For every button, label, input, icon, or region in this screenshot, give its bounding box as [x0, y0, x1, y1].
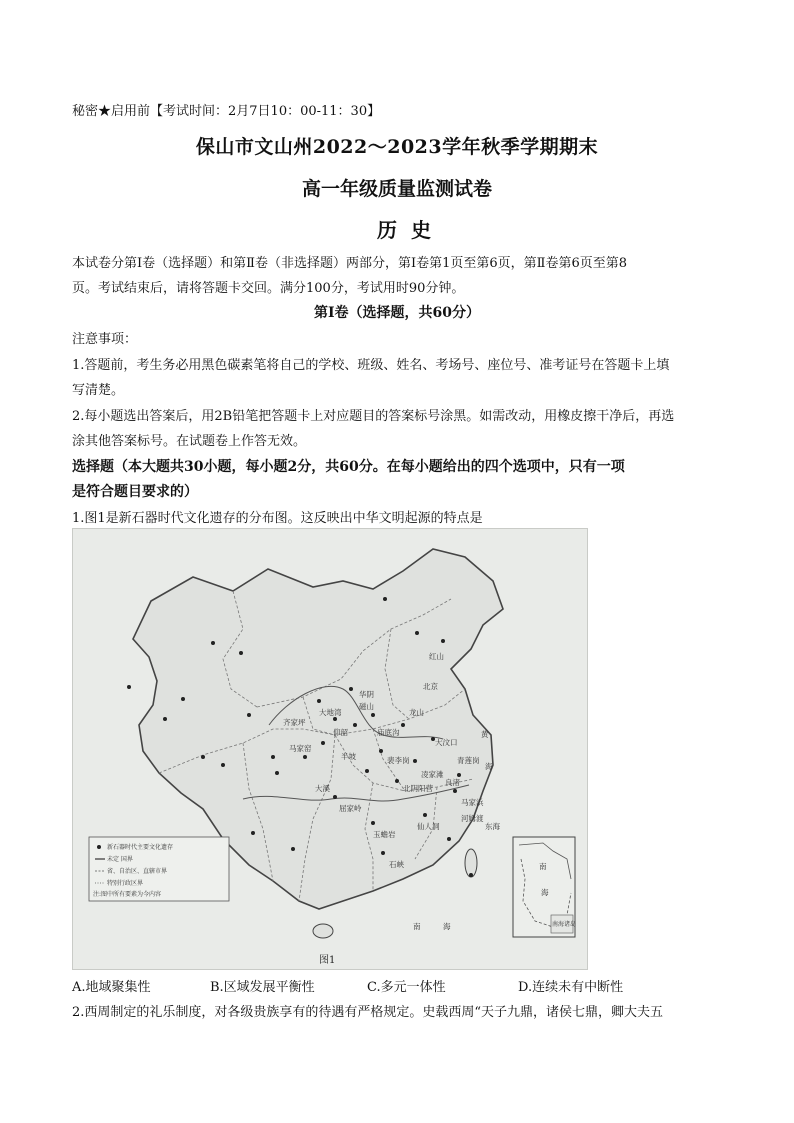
exam-title-line1: 保山市文山州2022～2023学年秋季学期期末 — [195, 136, 599, 158]
site-label: 屈家岭 — [339, 804, 362, 813]
neolithic-sites-map — [72, 528, 588, 970]
site-label: 大地湾 — [319, 708, 342, 717]
inset-label-south: 南 — [539, 862, 547, 871]
site-label: 北阴阳营 — [403, 784, 433, 793]
confidential-header: 秘密★启用前【考试时间：2月7日10：00-11：30】 — [72, 104, 381, 119]
site-label: 大汶口 — [435, 738, 458, 747]
map-legend — [89, 837, 229, 901]
q1-option-a: A.地域聚集性 — [72, 980, 151, 995]
site-label: 裴李岗 — [387, 756, 410, 765]
site-label: 良渚 — [445, 778, 460, 787]
q1-option-c: C.多元一体性 — [367, 980, 446, 995]
q1-option-d: D.连续未有中断性 — [518, 980, 624, 995]
legend-sar: 特别行政区界 — [107, 880, 144, 887]
site-label: 齐家坪 — [283, 718, 306, 727]
hainan-island — [313, 924, 333, 938]
instruction-line1: 选择题（本大题共30小题，每小题2分，共60分。在每小题给出的四个选项中，只有一项 — [72, 459, 625, 475]
inset-label-islands: 南海诸岛 — [552, 921, 577, 928]
site-label: 凌家滩 — [421, 770, 444, 779]
site-label: 马家浜 — [461, 798, 484, 807]
question-1-stem: 1.图1是新石器时代文化遗存的分布图。这反映出中华文明起源的特点是 — [72, 511, 483, 526]
site-label: 华阴 — [359, 690, 374, 699]
intro-line2: 页。考试结束后，请将答题卡交回。满分100分，考试用时90分钟。 — [72, 281, 465, 296]
note2-line2: 涂其他答案标号。在试题卷上作答无效。 — [72, 434, 307, 449]
sea-label-sea2: 海 — [443, 922, 451, 931]
site-label: 北京 — [423, 682, 438, 691]
section-title: 第Ⅰ卷（选择题，共60分） — [313, 305, 481, 321]
site-label: 玉蟾岩 — [373, 830, 396, 839]
q1-option-b: B.区域发展平衡性 — [210, 980, 315, 995]
legend-border: 未定 国界 — [107, 856, 133, 863]
sea-label-east: 东海 — [485, 822, 500, 831]
sea-label-sea: 海 — [485, 762, 493, 771]
note1-line1: 1.答题前，考生务必用黑色碳素笔将自己的学校、班级、姓名、考场号、座位号、准考证号在答题卡上填 — [72, 358, 670, 373]
site-label: 马家窑 — [289, 744, 312, 753]
site-label: 磁山 — [359, 702, 374, 711]
site-label: 仙人洞 — [417, 822, 440, 831]
notes-heading: 注意事项： — [72, 332, 138, 347]
site-label: 仰韶 — [333, 728, 348, 737]
site-label: 大溪 — [315, 784, 330, 793]
instruction-line2: 是符合题目要求的） — [72, 484, 198, 500]
site-label: 红山 — [429, 652, 444, 661]
sea-label-south: 南 — [413, 922, 421, 931]
figure-caption: 图1 — [319, 955, 336, 966]
note1-line2: 写清楚。 — [72, 383, 125, 398]
china-map-svg — [73, 529, 587, 969]
sea-label-yellow: 黄 — [481, 730, 489, 739]
legend-sites: 新石器时代主要文化遗存 — [107, 844, 174, 851]
site-label: 青莲岗 — [457, 756, 480, 765]
legend-note: 注:图中所有要素为今内容 — [93, 891, 162, 898]
note2-line1: 2.每小题选出答案后，用2B铅笔把答题卡上对应题目的答案标号涂黑。如需改动，用橡皮擦干净后，再选 — [72, 409, 675, 424]
south-sea-inset — [513, 837, 576, 937]
subject-title: 历史 — [377, 218, 445, 242]
exam-title-line2: 高一年级质量监测试卷 — [301, 178, 492, 200]
inset-label-sea: 海 — [541, 888, 549, 897]
site-label: 龙山 — [409, 708, 424, 717]
site-label: 石峡 — [389, 860, 404, 869]
site-label: 半坡 — [341, 752, 356, 761]
question-2-stem: 2.西周制定的礼乐制度，对各级贵族享有的待遇有严格规定。史载西周“天子九鼎，诸侯七鼎，卿大夫五 — [72, 1005, 664, 1020]
intro-line1: 本试卷分第Ⅰ卷（选择题）和第Ⅱ卷（非选择题）两部分，第Ⅰ卷第1页至第6页，第Ⅱ卷第6页至第8 — [72, 256, 628, 271]
legend-province: 省、自治区、直辖市界 — [107, 868, 168, 875]
site-label: 庙底沟 — [377, 728, 400, 737]
site-label: 河姆渡 — [461, 814, 484, 823]
taiwan-island — [465, 849, 477, 877]
